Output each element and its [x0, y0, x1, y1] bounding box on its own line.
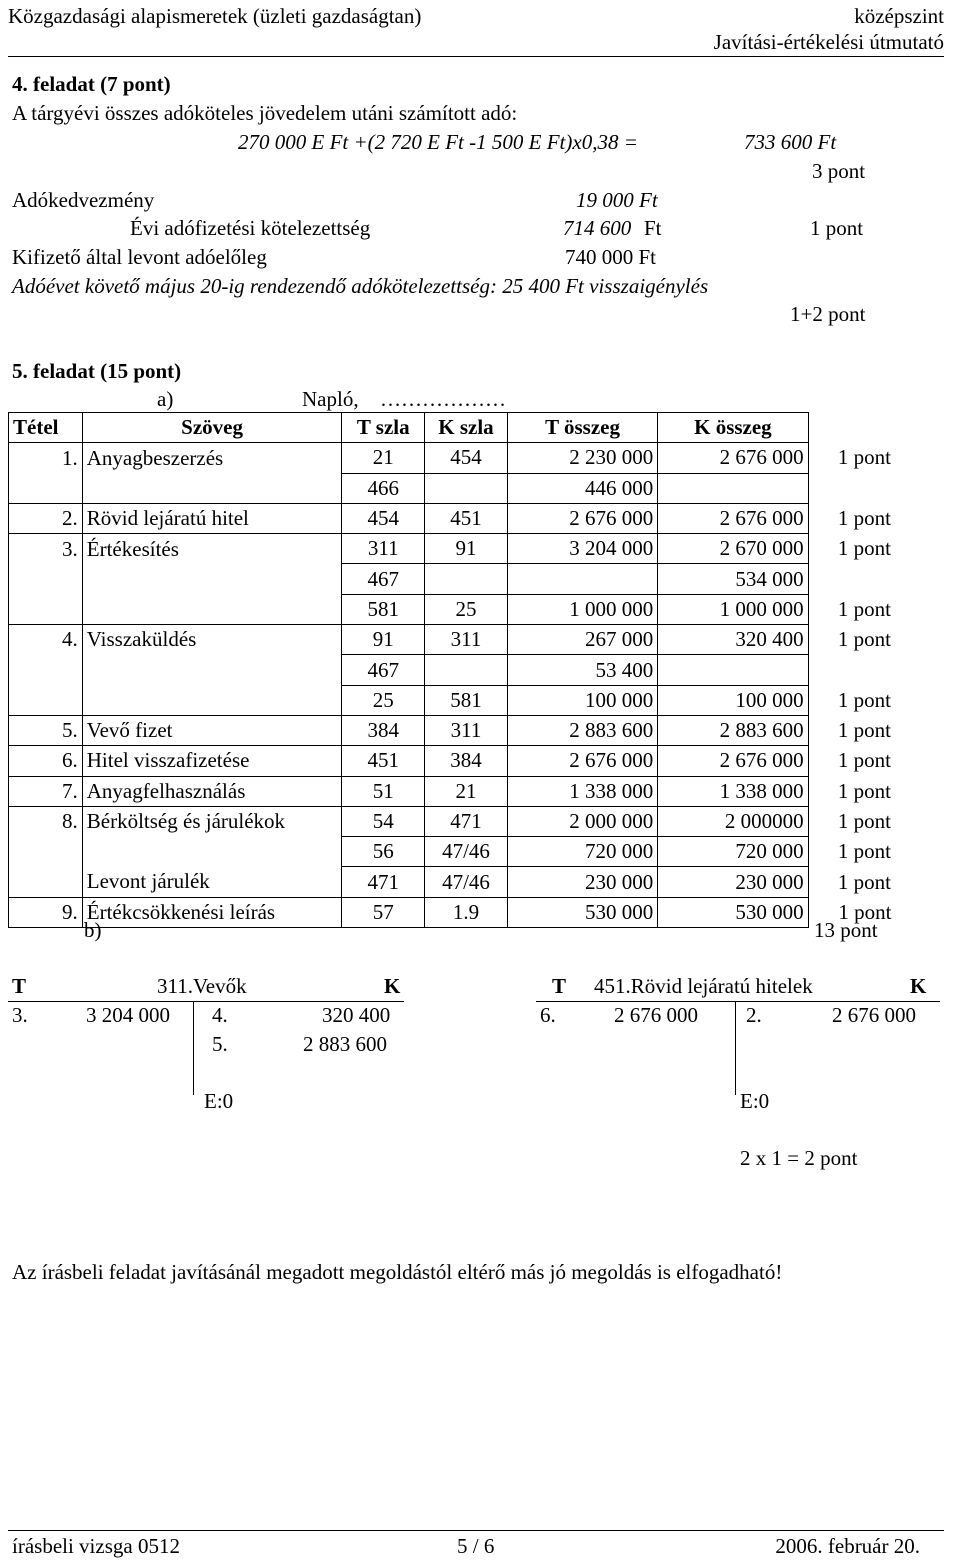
evi-adofizetes-value: 714 600 [563, 216, 632, 240]
journal-t-szla-cell: 21 [342, 443, 425, 473]
part-a-label: a) [157, 387, 174, 411]
journal-t-szla-cell: 56 [342, 837, 425, 867]
journal-k-szla-cell: 471 [425, 806, 508, 836]
journal-points-cell: 1 pont [837, 536, 891, 561]
journal-row [9, 897, 896, 927]
footer-exam: írásbeli vizsga 0512 [12, 1534, 180, 1558]
task4-intro: A tárgyévi összes adóköteles jövedelem utáni számított adó: [12, 101, 518, 125]
journal-k-osszeg-cell: 2 670 000 [658, 534, 808, 564]
journal-szoveg-cell [82, 837, 342, 867]
journal-k-osszeg-cell: 100 000 [658, 685, 808, 715]
t-account-2-title: 451.Rövid lejáratú hitelek [594, 974, 813, 998]
t-account-2-k: K [910, 974, 927, 998]
footer-page-number: 5 / 6 [457, 1534, 495, 1558]
journal-k-szla-cell: 311 [425, 625, 508, 655]
journal-t-szla-cell: 91 [342, 625, 425, 655]
task4-points-3: 1+2 pont [790, 302, 866, 326]
journal-t-szla-cell: 311 [342, 534, 425, 564]
journal-row [9, 806, 896, 836]
header-rule [8, 56, 944, 57]
journal-t-szla-cell: 471 [342, 867, 425, 897]
journal-tetel-cell [9, 867, 83, 897]
journal-k-osszeg-cell: 2 676 000 [658, 746, 808, 776]
journal-points-cell: 1 pont [837, 596, 891, 621]
journal-row [9, 473, 896, 503]
journal-k-szla-cell: 384 [425, 746, 508, 776]
journal-t-osszeg-cell: 446 000 [507, 473, 657, 503]
journal-k-osszeg-cell: 230 000 [658, 867, 808, 897]
journal-t-osszeg-cell: 2 230 000 [507, 443, 657, 473]
t-account-2-credit-value: 2 676 000 [832, 1003, 916, 1027]
journal-k-szla-cell: 311 [425, 715, 508, 745]
journal-tetel-cell [9, 685, 83, 715]
journal-t-osszeg-cell: 2 000 000 [507, 806, 657, 836]
task5-title: 5. feladat (15 pont) [12, 359, 182, 383]
journal-k-szla-cell: 581 [425, 685, 508, 715]
journal-k-osszeg-cell [658, 473, 808, 503]
journal-k-szla-cell [425, 564, 508, 594]
journal-tetel-cell: 5. [9, 715, 83, 745]
task5-points-total: 13 pont [814, 918, 878, 942]
acceptance-note: Az írásbeli feladat javításánál megadott megoldástól eltérő más jó megoldás is elfogadható! [12, 1260, 783, 1284]
t-account-2-t: T [552, 974, 567, 998]
journal-tetel-cell [9, 473, 83, 503]
journal-k-szla-cell: 91 [425, 534, 508, 564]
journal-row [9, 594, 896, 624]
journal-szoveg-cell: Levont járulék [82, 867, 342, 897]
journal-szoveg-cell: Értékcsökkenési leírás [82, 897, 342, 927]
journal-szoveg-cell: Hitel visszafizetése [82, 746, 342, 776]
journal-t-szla-cell: 467 [342, 564, 425, 594]
footer-date: 2006. február 20. [775, 1534, 920, 1558]
journal-tetel-cell: 2. [9, 503, 83, 533]
task4-title: 4. feladat (7 pont) [12, 72, 171, 96]
journal-k-osszeg-cell: 320 400 [658, 625, 808, 655]
journal-k-osszeg-cell: 534 000 [658, 564, 808, 594]
journal-tetel-cell: 7. [9, 776, 83, 806]
journal-row [9, 443, 896, 473]
header-level: középszint [854, 4, 944, 28]
journal-points-cell: 1 pont [837, 748, 891, 773]
journal-k-osszeg-cell: 2 000000 [658, 806, 808, 836]
journal-szoveg-cell [82, 564, 342, 594]
journal-tetel-cell: 3. [9, 534, 83, 564]
journal-t-osszeg-cell: 1 338 000 [507, 776, 657, 806]
t-account-2-balance: E:0 [740, 1089, 770, 1113]
journal-tetel-cell: 8. [9, 806, 83, 836]
t-account-2-credit-num: 2. [746, 1003, 762, 1027]
journal-row [9, 503, 896, 533]
journal-row [9, 534, 896, 564]
journal-tetel-cell: 4. [9, 625, 83, 655]
journal-t-szla-cell: 57 [342, 897, 425, 927]
journal-t-osszeg-cell: 1 000 000 [507, 594, 657, 624]
journal-k-osszeg-cell: 2 883 600 [658, 715, 808, 745]
journal-t-szla-cell: 467 [342, 655, 425, 685]
journal-row [9, 625, 896, 655]
naplo-dots: ……………… [380, 387, 506, 411]
journal-szoveg-cell: Rövid lejáratú hitel [82, 503, 342, 533]
journal-t-osszeg-cell [507, 564, 657, 594]
kifizeto-value: 740 000 Ft [565, 245, 657, 269]
journal-points-cell: 1 pont [837, 687, 891, 712]
journal-k-szla-cell [425, 473, 508, 503]
journal-szoveg-cell: Anyagbeszerzés [82, 443, 342, 473]
t-account-1-credit-value-1: 320 400 [322, 1003, 391, 1027]
journal-k-szla-cell: 451 [425, 503, 508, 533]
journal-t-szla-cell: 466 [342, 473, 425, 503]
journal-t-szla-cell: 384 [342, 715, 425, 745]
journal-tetel-cell [9, 594, 83, 624]
journal-row [9, 867, 896, 897]
journal-szoveg-cell [82, 594, 342, 624]
journal-szoveg-cell: Értékesítés [82, 534, 342, 564]
journal-t-szla-cell: 51 [342, 776, 425, 806]
t-account-1-credit-num-2: 5. [212, 1032, 228, 1056]
journal-row [9, 655, 896, 685]
journal-points-cell [808, 473, 895, 503]
journal-tetel-cell: 9. [9, 897, 83, 927]
naplo-label: Napló, [302, 387, 359, 411]
journal-points-cell: 1 pont [837, 839, 891, 864]
journal-tetel-cell: 6. [9, 746, 83, 776]
header-title: Közgazdasági alapismeretek (üzleti gazdaságtan) [8, 4, 422, 28]
adokedvezmeny-label: Adókedvezmény [12, 188, 155, 212]
journal-row [9, 746, 896, 776]
t-account-1-debit-num: 3. [12, 1003, 28, 1027]
task4-points-2: 1 pont [810, 216, 864, 240]
journal-points-cell: 1 pont [837, 809, 891, 833]
journal-header-row [9, 413, 896, 443]
t-account-1-rule [8, 1001, 404, 1002]
journal-szoveg-cell: Visszaküldés [82, 625, 342, 655]
journal-points-cell: 1 pont [837, 869, 891, 894]
t-account-1-balance: E:0 [204, 1089, 234, 1113]
adoevet-line: Adóévet követő május 20-ig rendezendő adókötelezettség: 25 400 Ft visszaigénylés [12, 274, 709, 298]
t-account-1-title: 311.Vevők [157, 974, 247, 998]
part-b-points: 2 x 1 = 2 pont [740, 1146, 858, 1170]
journal-k-szla-cell: 454 [425, 443, 508, 473]
evi-adofizetes-unit: Ft [644, 216, 662, 240]
journal-t-osszeg-cell: 3 204 000 [507, 534, 657, 564]
journal-k-szla-cell: 47/46 [425, 837, 508, 867]
col-t-szla: T szla [342, 413, 425, 443]
journal-szoveg-cell: Vevő fizet [82, 715, 342, 745]
t-account-1-k: K [384, 974, 401, 998]
journal-points-cell: 1 pont [837, 778, 891, 803]
journal-k-osszeg-cell: 1 000 000 [658, 594, 808, 624]
journal-t-szla-cell: 454 [342, 503, 425, 533]
journal-t-osszeg-cell: 100 000 [507, 685, 657, 715]
t-account-1-credit-value-2: 2 883 600 [303, 1032, 387, 1056]
journal-points-cell [808, 655, 895, 685]
journal-points-cell: 1 pont [837, 718, 891, 743]
journal-points-cell: 1 pont [837, 445, 891, 470]
journal-row [9, 715, 896, 745]
journal-szoveg-cell [82, 473, 342, 503]
journal-points-cell: 1 pont [838, 899, 892, 924]
journal-row [9, 685, 896, 715]
t-account-1-t: T [12, 974, 27, 998]
evi-adofizetes-label: Évi adófizetési kötelezettség [130, 216, 371, 240]
journal-k-szla-cell [425, 655, 508, 685]
journal-k-osszeg-cell: 2 676 000 [658, 443, 808, 473]
adokedvezmeny-value: 19 000 Ft [576, 188, 658, 212]
journal-row [9, 837, 896, 867]
journal-t-osszeg-cell: 230 000 [507, 867, 657, 897]
task4-points-1: 3 pont [812, 159, 866, 183]
col-k-osszeg: K összeg [658, 413, 808, 443]
journal-t-osszeg-cell: 720 000 [507, 837, 657, 867]
journal-szoveg-cell: Anyagfelhasználás [82, 776, 342, 806]
kifizeto-label: Kifizető által levont adóelőleg [12, 245, 267, 269]
journal-row [9, 776, 896, 806]
journal-szoveg-cell: Bérköltség és járulékok [82, 806, 342, 836]
journal-k-szla-cell: 21 [425, 776, 508, 806]
journal-k-osszeg-cell: 2 676 000 [658, 503, 808, 533]
journal-t-osszeg-cell: 2 676 000 [507, 503, 657, 533]
journal-points-cell: 1 pont [837, 627, 891, 652]
task4-formula: 270 000 E Ft +(2 720 E Ft -1 500 E Ft)x0,38 = [238, 130, 638, 154]
col-tetel: Tétel [9, 413, 83, 443]
journal-table [8, 412, 896, 928]
journal-t-osszeg-cell: 2 883 600 [507, 715, 657, 745]
journal-tetel-cell: 1. [9, 443, 83, 473]
t-account-2-debit-num: 6. [540, 1003, 556, 1027]
t-account-2-divider [735, 1001, 736, 1095]
journal-k-osszeg-cell [658, 655, 808, 685]
journal-tetel-cell [9, 837, 83, 867]
journal-row [9, 564, 896, 594]
col-k-szla: K szla [425, 413, 508, 443]
journal-t-osszeg-cell: 53 400 [507, 655, 657, 685]
col-t-osszeg: T összeg [507, 413, 657, 443]
journal-t-szla-cell: 581 [342, 594, 425, 624]
t-account-1-divider [193, 1001, 194, 1095]
journal-szoveg-cell [82, 685, 342, 715]
journal-t-szla-cell: 54 [342, 806, 425, 836]
header-subtitle: Javítási-értékelési útmutató [713, 30, 944, 54]
journal-szoveg-cell [82, 655, 342, 685]
col-szoveg: Szöveg [82, 413, 342, 443]
journal-tetel-cell [9, 655, 83, 685]
task4-formula-result: 733 600 Ft [744, 130, 837, 154]
t-account-2-debit-value: 2 676 000 [614, 1003, 698, 1027]
t-account-1-credit-num-1: 4. [212, 1003, 228, 1027]
col-points [808, 413, 895, 443]
journal-tetel-cell [9, 564, 83, 594]
journal-t-osszeg-cell: 530 000 [507, 897, 657, 927]
journal-k-szla-cell: 47/46 [425, 867, 508, 897]
journal-t-szla-cell: 25 [342, 685, 425, 715]
t-account-1-debit-value: 3 204 000 [86, 1003, 170, 1027]
journal-k-osszeg-cell: 1 338 000 [658, 776, 808, 806]
journal-points-cell [808, 564, 895, 594]
journal-k-szla-cell: 1.9 [425, 897, 508, 927]
part-b-label: b) [84, 918, 102, 942]
journal-points-cell: 1 pont [837, 506, 891, 531]
journal-k-osszeg-cell: 530 000 [658, 897, 808, 927]
footer-rule [8, 1530, 944, 1531]
journal-k-szla-cell: 25 [425, 594, 508, 624]
journal-t-osszeg-cell: 2 676 000 [507, 746, 657, 776]
t-account-2-rule [536, 1001, 940, 1002]
journal-k-osszeg-cell: 720 000 [658, 837, 808, 867]
journal-t-osszeg-cell: 267 000 [507, 625, 657, 655]
journal-t-szla-cell: 451 [342, 746, 425, 776]
